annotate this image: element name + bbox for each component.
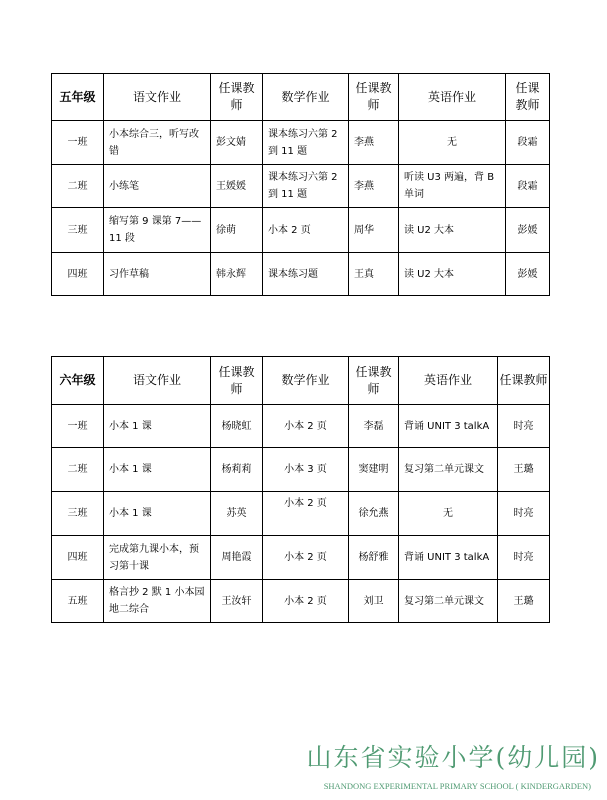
english-teacher-header: 任课教师 <box>506 74 550 121</box>
chinese-teacher-header: 任课教师 <box>211 74 263 121</box>
chinese-homework-cell: 小本 1 课 <box>104 405 211 448</box>
math-homework-cell: 小本 2 页 <box>263 208 349 253</box>
school-logo <box>306 740 600 792</box>
class-name-cell: 二班 <box>52 165 104 208</box>
class-name-cell: 三班 <box>52 492 104 536</box>
school-name-cn: 山东省实验小学(幼儿园) <box>306 743 600 772</box>
class-name-cell: 五班 <box>52 580 104 623</box>
math-homework-cell: 小本 2 页 <box>263 536 349 580</box>
table-header-row <box>52 74 550 121</box>
chinese-homework-cell: 习作草稿 <box>104 253 211 296</box>
chinese-homework-header: 语文作业 <box>104 74 211 121</box>
math-teacher-cell: 王真 <box>349 253 399 296</box>
chinese-teacher-cell: 杨晓虹 <box>211 405 263 448</box>
math-homework-header: 数学作业 <box>263 74 349 121</box>
class-name-cell: 二班 <box>52 448 104 492</box>
chinese-homework-header: 语文作业 <box>104 357 211 405</box>
math-teacher-header: 任课教师 <box>349 74 399 121</box>
class-name-cell: 三班 <box>52 208 104 253</box>
math-homework-cell: 小本 2 页 <box>263 405 349 448</box>
english-homework-cell: 无 <box>399 121 506 165</box>
chinese-homework-cell: 格言抄 2 默 1 小本园地二综合 <box>104 580 211 623</box>
english-homework-cell: 背诵 UNIT 3 talkA <box>399 405 498 448</box>
math-teacher-cell: 李燕 <box>349 121 399 165</box>
math-teacher-cell: 徐允燕 <box>349 492 399 536</box>
english-homework-cell: 复习第二单元课文 <box>399 580 498 623</box>
math-teacher-cell: 杨舒雅 <box>349 536 399 580</box>
chinese-homework-cell: 小本综合三，听写改错 <box>104 121 211 165</box>
table-row <box>52 208 550 253</box>
chinese-teacher-cell: 徐萌 <box>211 208 263 253</box>
english-teacher-cell: 段霜 <box>506 121 550 165</box>
english-homework-header: 英语作业 <box>399 357 498 405</box>
table-row <box>52 448 550 492</box>
english-homework-cell: 复习第二单元课文 <box>399 448 498 492</box>
table-row <box>52 165 550 208</box>
chinese-teacher-cell: 王汝轩 <box>211 580 263 623</box>
english-teacher-cell: 时亮 <box>498 492 550 536</box>
grade-header: 五年级 <box>52 74 104 121</box>
chinese-teacher-cell: 王媛媛 <box>211 165 263 208</box>
table-row <box>52 253 550 296</box>
math-homework-cell: 课本练习六第 2 到 11 题 <box>263 121 349 165</box>
table-row <box>52 492 550 536</box>
class-name-cell: 一班 <box>52 121 104 165</box>
english-teacher-cell: 段霜 <box>506 165 550 208</box>
math-homework-cell: 小本 2 页 <box>263 580 349 623</box>
grade-header: 六年级 <box>52 357 104 405</box>
table-row <box>52 121 550 165</box>
class-name-cell: 一班 <box>52 405 104 448</box>
chinese-homework-cell: 小本 1 课 <box>104 492 211 536</box>
table-row <box>52 536 550 580</box>
grade5-homework-table <box>51 73 550 296</box>
english-homework-header: 英语作业 <box>399 74 506 121</box>
english-homework-cell: 无 <box>399 492 498 536</box>
chinese-teacher-header: 任课教师 <box>211 357 263 405</box>
math-teacher-cell: 李燕 <box>349 165 399 208</box>
school-name-en: SHANDONG EXPERIMENTAL PRIMARY SCHOOL ( KINDERGARDEN) <box>323 781 591 791</box>
table-row <box>52 405 550 448</box>
english-teacher-cell: 王璐 <box>498 580 550 623</box>
chinese-teacher-cell: 韩永辉 <box>211 253 263 296</box>
english-teacher-cell: 王璐 <box>498 448 550 492</box>
math-homework-cell: 小本 2 页 <box>263 492 349 536</box>
class-name-cell: 四班 <box>52 253 104 296</box>
table-row <box>52 580 550 623</box>
english-teacher-header: 任课教师 <box>498 357 550 405</box>
english-teacher-cell: 彭媛 <box>506 208 550 253</box>
english-homework-cell: 读 U2 大本 <box>399 253 506 296</box>
english-homework-cell: 听读 U3 两遍，背 B 单词 <box>399 165 506 208</box>
chinese-homework-cell: 小练笔 <box>104 165 211 208</box>
math-homework-cell: 课本练习六第 2 到 11 题 <box>263 165 349 208</box>
chinese-teacher-cell: 苏英 <box>211 492 263 536</box>
table-header-row <box>52 357 550 405</box>
english-homework-cell: 读 U2 大本 <box>399 208 506 253</box>
chinese-homework-cell: 完成第九课小本，预习第十课 <box>104 536 211 580</box>
math-teacher-cell: 李磊 <box>349 405 399 448</box>
grade6-homework-table <box>51 356 550 623</box>
english-teacher-cell: 彭媛 <box>506 253 550 296</box>
math-teacher-cell: 刘卫 <box>349 580 399 623</box>
chinese-homework-cell: 缩写第 9 课第 7——11 段 <box>104 208 211 253</box>
chinese-teacher-cell: 周艳霞 <box>211 536 263 580</box>
math-teacher-cell: 周华 <box>349 208 399 253</box>
english-teacher-cell: 时亮 <box>498 405 550 448</box>
math-homework-cell: 小本 3 页 <box>263 448 349 492</box>
chinese-teacher-cell: 彭文婧 <box>211 121 263 165</box>
class-name-cell: 四班 <box>52 536 104 580</box>
math-teacher-cell: 窦建明 <box>349 448 399 492</box>
math-homework-cell: 课本练习题 <box>263 253 349 296</box>
chinese-teacher-cell: 杨莉莉 <box>211 448 263 492</box>
math-teacher-header: 任课教师 <box>349 357 399 405</box>
chinese-homework-cell: 小本 1 课 <box>104 448 211 492</box>
math-homework-header: 数学作业 <box>263 357 349 405</box>
english-homework-cell: 背诵 UNIT 3 talkA <box>399 536 498 580</box>
english-teacher-cell: 时亮 <box>498 536 550 580</box>
